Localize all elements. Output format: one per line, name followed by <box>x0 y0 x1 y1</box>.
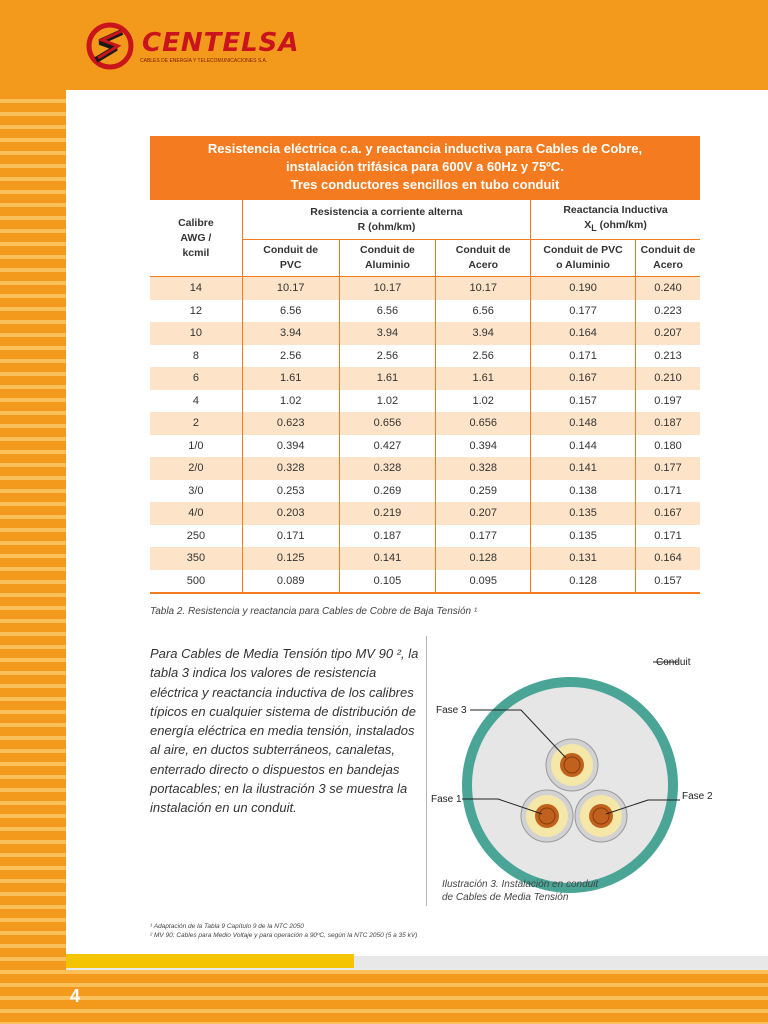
table-row <box>150 277 700 300</box>
table-cell: 3.94 <box>339 322 436 345</box>
table-cell: 1/0 <box>188 439 204 452</box>
table-cell: 0.180 <box>636 435 701 458</box>
table-cell: 10.17 <box>339 277 436 300</box>
table-cell: 0.187 <box>636 412 701 435</box>
footnotes <box>150 922 417 940</box>
table-cell: 0.095 <box>436 570 531 594</box>
table-cell: 0.197 <box>636 390 701 413</box>
fase3-cable <box>546 739 598 791</box>
table-cell: 0.164 <box>636 547 701 570</box>
col-header-text: Conduit de Acero <box>640 244 696 272</box>
page-number: 4 <box>70 986 81 1006</box>
table-cell: 6.56 <box>436 300 531 323</box>
table-row <box>150 390 700 413</box>
table-cell: 1.02 <box>242 390 339 413</box>
resistance-table <box>150 136 700 594</box>
table-cell: 1.02 <box>339 390 436 413</box>
table-cell: 0.105 <box>339 570 436 594</box>
label-conduit: Conduit <box>656 657 691 668</box>
table-cell: 0.240 <box>636 277 701 300</box>
table-cell: 0.269 <box>339 480 436 503</box>
table-cell: 0.177 <box>531 300 636 323</box>
body-paragraph: Para Cables de Media Tensión tipo MV 90 ², la tabla 3 indica los valores de resistencia eléctrica y reactancia inductiva de los calibres típicos en cualquier sistema de distribución de energía eléctrica en media tensión, instalados al aire, en ductos subterráneos, canaletas, enterrado directo o dispuestos en bandejas portacables; en la ilustración 3 se muestra la instalación en un conduit. <box>150 646 419 816</box>
table-cell: 3/0 <box>188 484 204 497</box>
bottom-accent <box>66 954 354 968</box>
table-row <box>150 345 700 368</box>
table-cell: 0.253 <box>242 480 339 503</box>
table-cell: 0.157 <box>636 570 701 594</box>
group-header-resistance-line2: R (ohm/km) <box>357 220 416 233</box>
table-title <box>150 136 700 200</box>
table-cell: 0.141 <box>531 457 636 480</box>
fase1-cable <box>521 790 573 842</box>
group-header-resistance-line1: Resistencia a corriente alterna <box>310 205 463 218</box>
table-row <box>150 435 700 458</box>
table-cell: 0.623 <box>242 412 339 435</box>
col-header-calibre <box>150 200 242 277</box>
logo-mark-icon <box>86 22 138 70</box>
table-cell: 0.207 <box>636 322 701 345</box>
table-cell: 1.02 <box>436 390 531 413</box>
table-cell: 0.213 <box>636 345 701 368</box>
table-cell: 0.394 <box>242 435 339 458</box>
table-cell: 0.164 <box>531 322 636 345</box>
table-cell: 2.56 <box>242 345 339 368</box>
table-row <box>150 480 700 503</box>
footnote-2: ² MV 90: Cables para Medio Voltaje y para operación a 90ºC, según la NTC 2050 (5 a 35 kV) <box>150 932 418 939</box>
table-caption: Tabla 2. Resistencia y reactancia para Cables de Cobre de Baja Tensión ¹ <box>150 606 478 617</box>
table-cell: 0.167 <box>531 367 636 390</box>
table-cell: 6.56 <box>339 300 436 323</box>
col-header-pvc <box>242 240 339 277</box>
reactance-unit: (ohm/km) <box>596 219 647 231</box>
table-cell: 0.135 <box>531 502 636 525</box>
table-row <box>150 547 700 570</box>
table-row <box>150 525 700 548</box>
table-cell: 6.56 <box>242 300 339 323</box>
table-cell: 10.17 <box>436 277 531 300</box>
col-header-text: Conduit de Acero <box>455 244 511 272</box>
table-cell: 500 <box>150 570 242 594</box>
table-row <box>150 502 700 525</box>
table-cell: 0.656 <box>436 412 531 435</box>
table-cell: 14 <box>150 277 242 300</box>
table-cell: 0.125 <box>242 547 339 570</box>
conduit-diagram <box>426 640 726 910</box>
table-cell: 3.94 <box>242 322 339 345</box>
table-row <box>150 570 700 594</box>
table-cell: 0.138 <box>531 480 636 503</box>
table-cell: 0.190 <box>531 277 636 300</box>
table-cell: 2.56 <box>339 345 436 368</box>
illustration-caption-line2: de Cables de Media Tensión <box>442 892 569 903</box>
table-cell: 0.177 <box>436 525 531 548</box>
table-title-line: Resistencia eléctrica c.a. y reactancia inductiva para Cables de Cobre, <box>207 141 643 156</box>
table-cell: 1.61 <box>436 367 531 390</box>
table-cell: 0.144 <box>531 435 636 458</box>
table-cell: 4/0 <box>150 502 242 525</box>
table-cell: 1.61 <box>339 367 436 390</box>
table-cell: 0.171 <box>242 525 339 548</box>
label-fase1: Fase 1 <box>431 794 462 805</box>
table-cell: 0.141 <box>339 547 436 570</box>
label-fase2: Fase 2 <box>682 791 713 802</box>
table-cell: 0.171 <box>531 345 636 368</box>
table-cell: 0.177 <box>636 457 701 480</box>
col-header-text: Conduit de PVC o Aluminio <box>543 244 623 272</box>
reactance-subscript: L <box>591 223 597 234</box>
table-row <box>150 457 700 480</box>
table-cell: 8 <box>192 349 199 362</box>
table-cell: 0.223 <box>636 300 701 323</box>
group-header-reactance-line1: Reactancia Inductiva <box>563 204 668 216</box>
footnote-1: ¹ Adaptación de la Tabla 9 Capítulo 9 de la NTC 2050 <box>150 923 304 930</box>
table-cell: 0.135 <box>531 525 636 548</box>
table-row <box>150 300 700 323</box>
fase2-cable <box>575 790 627 842</box>
table-cell: 0.328 <box>436 457 531 480</box>
table-body <box>150 277 700 594</box>
table-cell: 0.128 <box>436 547 531 570</box>
table-cell: 0.187 <box>339 525 436 548</box>
group-header-reactance <box>531 200 700 240</box>
table-cell: 0.089 <box>242 570 339 594</box>
col-header-pvc-aluminio <box>531 240 636 277</box>
table-cell: 1.61 <box>242 367 339 390</box>
table-title-line: instalación trifásica para 600V a 60Hz y 75ºC. <box>286 159 564 174</box>
table-cell: 0.219 <box>339 502 436 525</box>
table-cell: 0.259 <box>436 480 531 503</box>
brand-subtitle: CABLES DE ENERGÍA Y TELECOMUNICACIONES S.A. <box>140 58 268 64</box>
table-cell: 2.56 <box>436 345 531 368</box>
table-cell: 2 <box>150 412 242 435</box>
col-header-calibre-text: Calibre AWG / kcmil <box>178 216 214 259</box>
table-row <box>150 322 700 345</box>
table-cell: 250 <box>186 529 206 542</box>
illustration-caption-line1: Ilustración 3. Instalación en conduit <box>442 879 599 890</box>
table-title-line: Tres conductores sencillos en tubo conduit <box>290 177 560 192</box>
table-cell: 0.167 <box>636 502 701 525</box>
col-header-acero <box>436 240 531 277</box>
col-header-text: Conduit de Aluminio <box>360 244 415 272</box>
table-cell: 2/0 <box>150 457 242 480</box>
table-row <box>150 412 700 435</box>
table-cell: 6 <box>150 367 242 390</box>
table-cell: 10.17 <box>242 277 339 300</box>
reactance-symbol: X <box>584 219 592 231</box>
table-cell: 0.210 <box>636 367 701 390</box>
col-header-text: Conduit de PVC <box>263 244 319 272</box>
table-cell: 0.328 <box>339 457 436 480</box>
table-cell: 0.157 <box>531 390 636 413</box>
table-cell: 350 <box>150 547 242 570</box>
table-cell: 0.656 <box>339 412 436 435</box>
table-cell: 3.94 <box>436 322 531 345</box>
table-cell: 4 <box>192 394 199 407</box>
illustration-caption <box>442 878 598 904</box>
table-row <box>150 367 700 390</box>
col-header-aluminio <box>339 240 436 277</box>
table-cell: 0.394 <box>436 435 531 458</box>
table-cell: 0.328 <box>242 457 339 480</box>
brand-name: CENTELSA <box>142 28 300 58</box>
label-fase3: Fase 3 <box>436 705 467 716</box>
table-cell: 0.131 <box>531 547 636 570</box>
group-header-reactance-line2 <box>533 218 698 236</box>
table-cell: 0.171 <box>636 480 701 503</box>
table-cell: 0.203 <box>242 502 339 525</box>
table-cell: 12 <box>189 304 203 317</box>
table-cell: 10 <box>150 322 242 345</box>
centelsa-logo <box>86 22 326 72</box>
table-cell: 0.207 <box>436 502 531 525</box>
group-header-resistance <box>242 200 530 240</box>
table-cell: 0.148 <box>531 412 636 435</box>
table-cell: 0.171 <box>636 525 701 548</box>
table-cell: 0.128 <box>531 570 636 594</box>
table-cell: 0.427 <box>339 435 436 458</box>
col-header-acero-x <box>636 240 701 277</box>
